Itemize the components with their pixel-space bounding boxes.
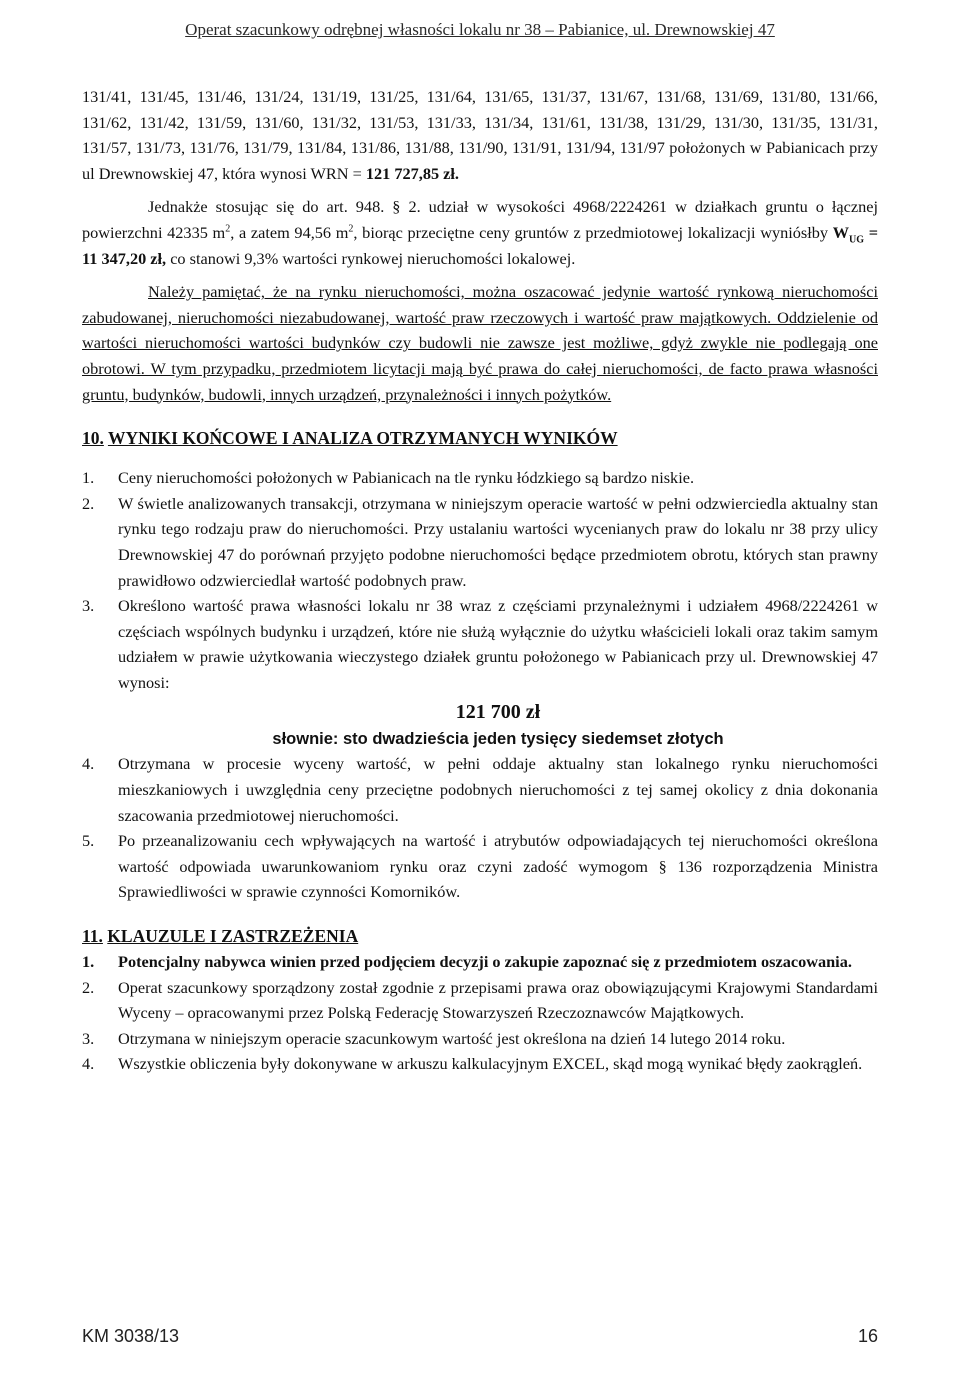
list-item: 1. Potencjalny nabywca winien przed podjęciem decyzji o zakupie zapoznać się z przedmiotem oszacowania.: [82, 952, 852, 972]
wrn-value: 121 727,85 zł.: [365, 163, 459, 183]
header-title: Operat szacunkowy odrębnej własności lokalu nr 38 – Pabianice, ul. Drewnowskiej 47: [185, 20, 775, 39]
section-10-heading: [82, 425, 878, 451]
parcel-list-text: 131/41, 131/45, 131/46, 131/24, 131/19, 131/25, 131/64, 131/65, 131/37, 131/67, 131/68, 131/69, 131/80, 131/66, 131/62, 131/42, 131/59, 131/60, 131/32, 131/53, 131/33, 131/34, 131/61, 131/38, 131/29, 131/30, 131/35, 131/31, 131/57, 131/73, 131/76, 131/79, 131/84, 131/86, 131/88, 131/90, 131/91, 131/94, 131/97 położonych w Pabianicach przy ul Drewnowskiej 47, która wynosi WRN =: [82, 87, 878, 183]
parcel-list-paragraph: [82, 84, 878, 186]
section-10-title: WYNIKI KOŃCOWE I ANALIZA OTRZYMANYCH WYNIKÓW: [107, 428, 618, 449]
final-value-words: słownie: sto dwadzieścia jeden tysięcy siedemset złotych: [272, 730, 724, 749]
section-10-list: [82, 465, 878, 905]
market-note-paragraph: Należy pamiętać, że na rynku nieruchomości, można oszacować jedynie wartość rynkową nieruchomości zabudowanej, nieruchomości niezabudowanej, wartość praw rzeczowych i wartość praw majątkowych. Oddzielenie od wartości nieruchomości wartości budynków czy budowli nie zawsze jest możliwe, gdyż zwykle nie podlegają one obrotowi. W tym przypadku, przedmiotem licytacji mają być prawa do całej nieruchomości, de facto prawa własności gruntu, budynków, budowli, innych urządzeń, przynależności i innych pożytków.: [82, 282, 878, 404]
wug-value: = 11 347,20 zł,: [82, 222, 878, 268]
list-item: 5. Po przeanalizowaniu cech wpływających na wartość i atrybutów odpowiadających tej nieruchomości określona wartość odpowiada uwarunkowaniom rynku oraz czyni zadość wymogom § 136 rozporządzenia Ministra Sprawiedliwości w sprawie czynności Komorników.: [82, 831, 878, 902]
section-11-list: [82, 949, 878, 1077]
unit-superscript: 2: [348, 223, 354, 235]
land-share-paragraph: [82, 194, 878, 271]
section-11-title: KLAUZULE I ZASTRZEŻENIA: [107, 926, 359, 947]
list-item: 3. Określono wartość prawa własności lokalu nr 38 wraz z częściami przynależnymi i udziałem 4968/2224261 w częściach wspólnych budynku i urządzeń, które nie służą wyłącznie do użytku właścicieli lokali oraz takim samym udziałem w prawie użytkowania wieczystego działek gruntu położonego w Pabianicach przy ul. Drewnowskiej 47 wynosi: 121 700 zł słownie: sto dwadzieścia jeden tysięcy siedemset złotych: [82, 593, 878, 751]
wug-subscript: UG: [849, 234, 865, 246]
list-item: 3. Otrzymana w niniejszym operacie szacunkowym wartość jest określona na dzień 14 lutego 2014 roku.: [82, 1028, 786, 1048]
list-item: 1. Ceny nieruchomości położonych w Pabianicach na tle rynku łódzkiego są bardzo niskie.: [82, 468, 695, 488]
list-item: 4. Otrzymana w procesie wyceny wartość, w pełni oddaje aktualny stan lokalnego rynku nieruchomości mieszkaniowych i uwzględnia ceny przeciętne podobnych nieruchomości z tej samej okolicy z dnia dokonania szacowania przedmiotowej nieruchomości.: [82, 754, 878, 825]
land-share-text-b: , a zatem 94,56 m: [230, 222, 349, 242]
list-item: 2. W świetle analizowanych transakcji, otrzymana w niniejszym operacie wartość w pełni odzwierciedla aktualny stan rynku tego rodzaju praw do nieruchomości. Przy ustalaniu wartości wycenianych praw do lokalu nr 38 przy ulicy Drewnowskiej 47 do porównań przyjęto podobne nieruchomości będące przedmiotem obrotu, których stan prawny prawidłowo odzwierciedlał wartość podobnych praw.: [82, 493, 878, 590]
wug-symbol: W: [832, 222, 850, 242]
section-10-number: 10.: [82, 428, 104, 449]
list-item: 2. Operat szacunkowy sporządzony został zgodnie z przepisami prawa oraz obowiązującymi Krajowymi Standardami Wyceny – opracowanymi przez Polską Federację Stowarzyszeń Rzeczoznawców Majątkowych.: [82, 977, 878, 1023]
section-11-heading: [82, 923, 878, 949]
document-body: [82, 84, 878, 1077]
land-share-text-d: co stanowi 9,3% wartości rynkowej nieruchomości lokalowej.: [166, 248, 576, 268]
list-item: 4. Wszystkie obliczenia były dokonywane w arkuszu kalkulacyjnym EXCEL, skąd mogą wynikać błędy zaokrągleń.: [82, 1054, 863, 1074]
page-header: [0, 20, 960, 40]
page-number: 16: [857, 1326, 878, 1346]
page-footer: [82, 1326, 878, 1347]
section-11-number: 11.: [82, 926, 103, 947]
land-share-text-c: , biorąc przeciętne ceny gruntów z przedmiotowej lokalizacji wyniósłby: [353, 222, 833, 242]
final-value: 121 700 zł: [455, 701, 541, 724]
case-number: KM 3038/13: [82, 1326, 180, 1346]
unit-superscript: 2: [225, 223, 231, 235]
land-share-text-a: Jednakże stosując się do art. 948. § 2. udział w wysokości 4968/2224261 w działkach gruntu o łącznej powierzchni 42335 m: [82, 197, 878, 242]
